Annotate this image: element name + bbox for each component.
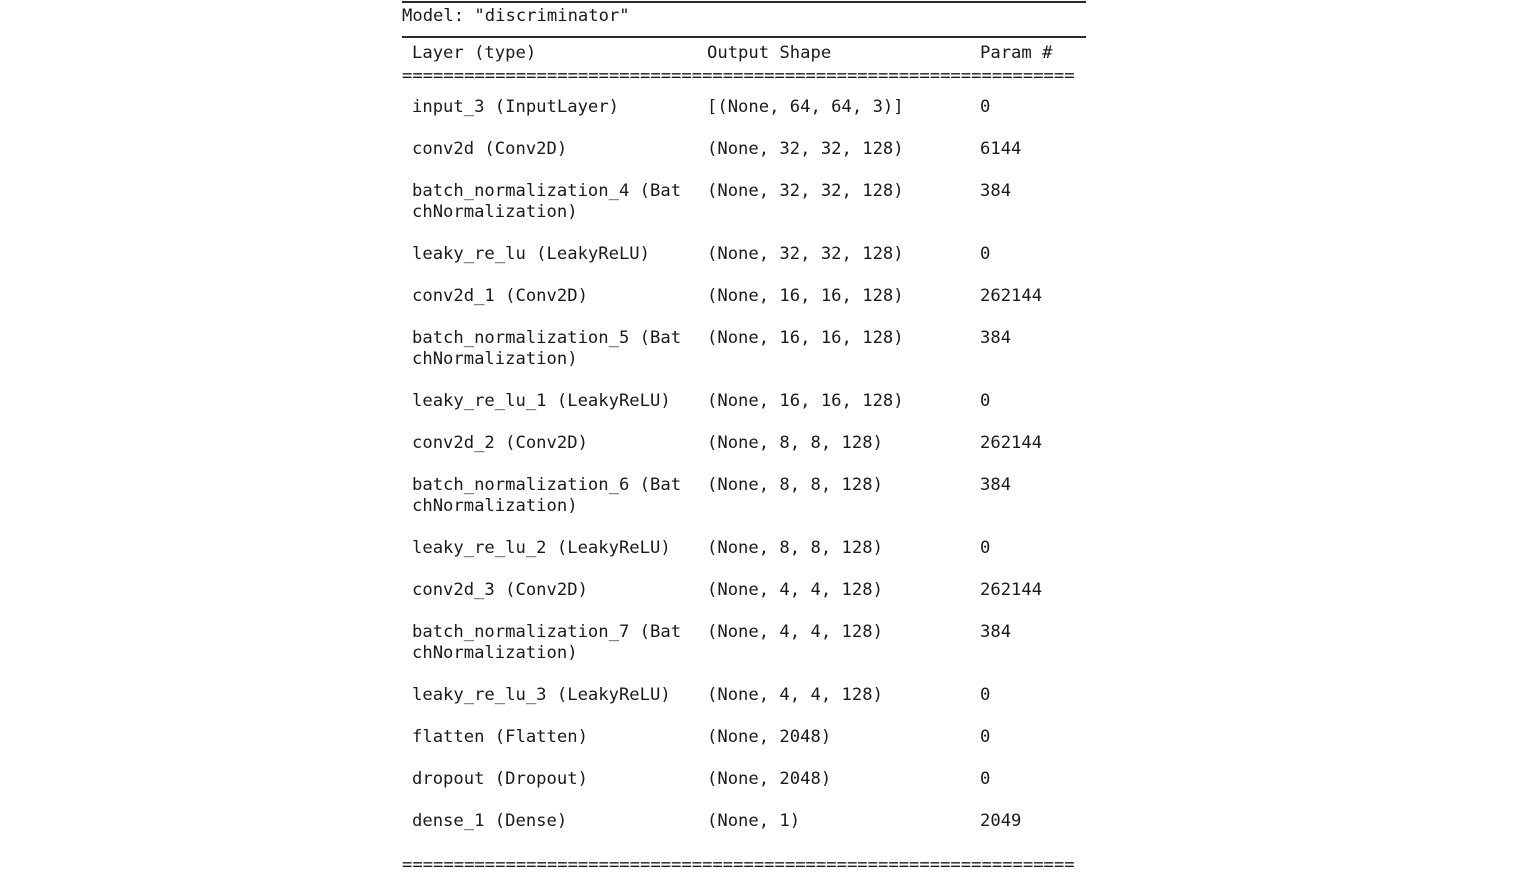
- param-count-cell: 0: [980, 538, 991, 558]
- table-row: [402, 580, 1086, 601]
- table-row: [402, 433, 1086, 454]
- output-shape-cell: (None, 1): [707, 811, 801, 831]
- output-shape-cell: (None, 16, 16, 128): [707, 328, 904, 348]
- param-count-cell: 384: [980, 328, 1012, 348]
- layer-name-line: batch_normalization_5 (Bat: [412, 328, 682, 348]
- layer-name-cell: [412, 244, 707, 265]
- layer-name-cell: [412, 97, 707, 118]
- table-row: [402, 769, 1086, 790]
- table-row: [402, 97, 1086, 118]
- param-count-cell: 0: [980, 685, 991, 705]
- output-shape-cell: (None, 16, 16, 128): [707, 286, 904, 306]
- output-shape-cell: (None, 32, 32, 128): [707, 139, 904, 159]
- layer-name-line-continued: chNormalization): [412, 349, 578, 369]
- layer-name-line-continued: chNormalization): [412, 496, 578, 516]
- layer-name-line: conv2d_3 (Conv2D): [412, 580, 588, 600]
- output-shape-cell: [(None, 64, 64, 3)]: [707, 97, 904, 117]
- layer-name-cell: [412, 580, 707, 601]
- column-header-output-shape: Output Shape: [707, 43, 832, 63]
- layer-name-line: conv2d_1 (Conv2D): [412, 286, 588, 306]
- table-row: [402, 622, 1086, 664]
- layer-name-line: flatten (Flatten): [412, 727, 588, 747]
- output-shape-cell: (None, 2048): [707, 727, 832, 747]
- layer-name-line: dropout (Dropout): [412, 769, 588, 789]
- output-shape-cell: (None, 32, 32, 128): [707, 181, 904, 201]
- table-row: [402, 328, 1086, 370]
- table-row: [402, 391, 1086, 412]
- table-row: [402, 727, 1086, 748]
- table-row: [402, 181, 1086, 223]
- layer-name-line-continued: chNormalization): [412, 643, 578, 663]
- layer-name-cell: [412, 727, 707, 748]
- layer-name-line-continued: chNormalization): [412, 202, 578, 222]
- layer-name-cell: [412, 538, 707, 559]
- param-count-cell: 0: [980, 244, 991, 264]
- table-row: [402, 244, 1086, 265]
- param-count-cell: 384: [980, 622, 1012, 642]
- layer-name-line: conv2d (Conv2D): [412, 139, 568, 159]
- param-count-cell: 262144: [980, 286, 1043, 306]
- output-shape-cell: (None, 16, 16, 128): [707, 391, 904, 411]
- layer-name-cell: [412, 139, 707, 160]
- param-count-cell: 0: [980, 97, 991, 117]
- model-summary: [402, 0, 1086, 873]
- layer-name-cell: [412, 328, 707, 370]
- column-header-param: Param #: [980, 43, 1053, 63]
- bottom-equals-separator: =================================================================: [402, 857, 1075, 873]
- param-count-cell: 0: [980, 769, 991, 789]
- layer-name-line: batch_normalization_6 (Bat: [412, 475, 682, 495]
- layer-name-line: leaky_re_lu_2 (LeakyReLU): [412, 538, 671, 558]
- layer-name-cell: [412, 475, 707, 517]
- layer-table-body: [402, 97, 1086, 832]
- table-row: [402, 475, 1086, 517]
- layer-name-cell: [412, 685, 707, 706]
- param-count-cell: 384: [980, 475, 1012, 495]
- param-count-cell: 262144: [980, 580, 1043, 600]
- header-divider: [402, 36, 1086, 38]
- layer-name-cell: [412, 811, 707, 832]
- layer-name-cell: [412, 181, 707, 223]
- output-shape-cell: (None, 8, 8, 128): [707, 475, 883, 495]
- layer-name-cell: [412, 769, 707, 790]
- layer-name-line: leaky_re_lu (LeakyReLU): [412, 244, 650, 264]
- param-count-cell: 0: [980, 727, 991, 747]
- output-shape-cell: (None, 32, 32, 128): [707, 244, 904, 264]
- header-equals-separator: =================================================================: [402, 68, 1075, 84]
- param-count-cell: 0: [980, 391, 991, 411]
- table-row: [402, 286, 1086, 307]
- param-count-cell: 262144: [980, 433, 1043, 453]
- table-row: [402, 139, 1086, 160]
- layer-name-line: input_3 (InputLayer): [412, 97, 619, 117]
- output-shape-cell: (None, 8, 8, 128): [707, 433, 883, 453]
- layer-name-cell: [412, 286, 707, 307]
- table-row: [402, 685, 1086, 706]
- layer-name-line: leaky_re_lu_1 (LeakyReLU): [412, 391, 671, 411]
- column-header-layer: Layer (type): [412, 43, 537, 63]
- layer-name-cell: [412, 433, 707, 454]
- layer-name-line: batch_normalization_4 (Bat: [412, 181, 682, 201]
- output-shape-cell: (None, 4, 4, 128): [707, 622, 883, 642]
- layer-name-line: batch_normalization_7 (Bat: [412, 622, 682, 642]
- table-header-row: [402, 40, 1086, 66]
- layer-name-cell: [412, 622, 707, 664]
- output-shape-cell: (None, 4, 4, 128): [707, 580, 883, 600]
- param-count-cell: 6144: [980, 139, 1022, 159]
- table-row: [402, 538, 1086, 559]
- param-count-cell: 2049: [980, 811, 1022, 831]
- layer-name-line: conv2d_2 (Conv2D): [412, 433, 588, 453]
- model-title: Model: "discriminator": [402, 6, 630, 26]
- table-row: [402, 811, 1086, 832]
- layer-name-line: dense_1 (Dense): [412, 811, 568, 831]
- output-shape-cell: (None, 8, 8, 128): [707, 538, 883, 558]
- output-shape-cell: (None, 4, 4, 128): [707, 685, 883, 705]
- output-shape-cell: (None, 2048): [707, 769, 832, 789]
- param-count-cell: 384: [980, 181, 1012, 201]
- layer-name-cell: [412, 391, 707, 412]
- layer-name-line: leaky_re_lu_3 (LeakyReLU): [412, 685, 671, 705]
